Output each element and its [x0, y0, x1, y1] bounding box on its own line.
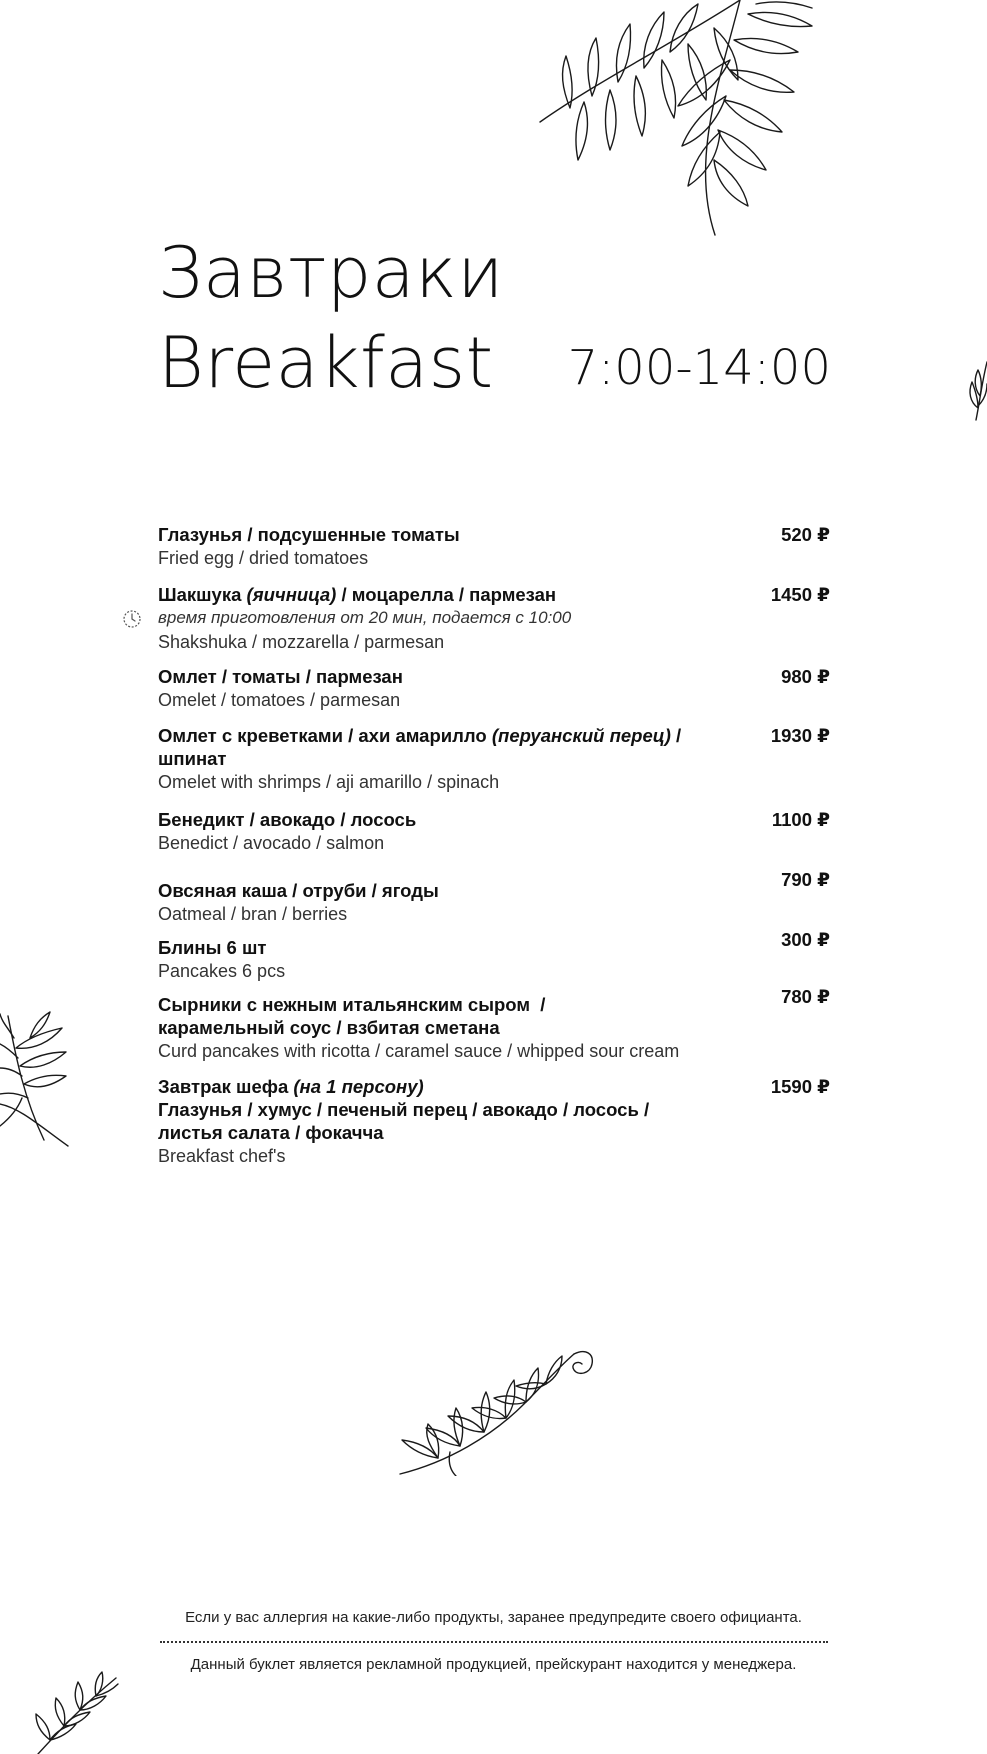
menu-item-note: время приготовления от 20 мин, подается с 10:00: [158, 608, 572, 627]
menu-item-name-italic: (на 1 персону): [293, 1076, 424, 1097]
menu-item-name-en: Pancakes 6 pcs: [158, 961, 286, 981]
allergy-notice: Если у вас аллергия на какие-либо продукты, заранее предупредите своего официанта.: [185, 1609, 802, 1626]
menu-item-name-en: Omelet with shrimps / aji amarillo / spinach: [158, 772, 500, 792]
menu-item-name-en: Omelet / tomatoes / parmesan: [158, 690, 401, 710]
menu-item-name-italic: (яичница): [246, 584, 337, 605]
menu-item-price: 300 ₽: [781, 929, 830, 950]
palm-leaf-top-icon: [530, 0, 830, 240]
menu-item: [158, 583, 830, 655]
menu-item-name: [158, 583, 710, 606]
menu-item-name-part: Завтрак шефа: [158, 1076, 294, 1097]
menu-item: [158, 928, 830, 984]
disclaimer-notice: Данный буклет является рекламной продукцией, прейскурант находится у менеджера.: [190, 1656, 797, 1673]
leaf-branch-center-icon: [398, 1340, 594, 1476]
menu-item-price: 1590 ₽: [770, 1076, 830, 1097]
leaf-sprig-right-icon: [966, 356, 987, 426]
menu-item-name-italic: (перуанский перец): [491, 725, 671, 746]
menu-item-price: 520 ₽: [781, 524, 830, 545]
menu-item-price: 1100 ₽: [771, 809, 830, 830]
menu-item-name-part: / шпинат: [158, 725, 682, 769]
menu-item-name-part: Шакшука: [158, 584, 247, 605]
menu-item: [158, 1075, 830, 1169]
menu-item-name: Бенедикт / авокадо / лосось: [158, 809, 417, 830]
menu-item-price: 1930 ₽: [770, 725, 830, 746]
menu-item-name-en: Breakfast chef's: [158, 1146, 286, 1166]
menu-item: [158, 868, 830, 927]
menu-item: [158, 724, 830, 795]
menu-item: [158, 523, 830, 571]
menu-item-price: 780 ₽: [781, 986, 830, 1007]
menu-item-name-line: Сырники с нежным итальянским сыром /: [158, 994, 546, 1015]
menu-item-name-part: Омлет с креветками / ахи амарилло: [158, 725, 492, 746]
menu-item: [158, 665, 830, 713]
menu-item: [158, 808, 830, 856]
page-title-ru: Завтраки: [158, 232, 504, 314]
menu-item-price: 790 ₽: [781, 869, 830, 890]
menu-item-name: Овсяная каша / отруби / ягоды: [158, 880, 439, 901]
menu-item-name: Омлет / томаты / пармезан: [158, 666, 403, 687]
menu-item-name-line: листья салата / фокачча: [158, 1122, 384, 1143]
menu-item-price: 1450 ₽: [770, 584, 830, 605]
clock-icon: [122, 609, 142, 629]
menu-item-name-en: Oatmeal / bran / berries: [158, 904, 348, 924]
dotted-divider: [160, 1641, 828, 1643]
menu-item-name-part: / моцарелла / пармезан: [336, 584, 557, 605]
menu-item-name-line: карамельный соус / взбитая сметана: [158, 1017, 500, 1038]
menu-item-name: Блины 6 шт: [158, 937, 267, 958]
opening-hours: 7:00-14:00: [567, 340, 831, 396]
menu-item-name-line: Глазунья / хумус / печеный перец / авокадо / лосось /: [158, 1099, 650, 1120]
menu-item-price: 980 ₽: [781, 666, 830, 687]
leaf-branch-left-icon: [0, 1008, 80, 1158]
menu-item-name: [158, 1075, 710, 1098]
menu-item-name: Глазунья / подсушенные томаты: [158, 524, 460, 545]
menu-item-name-en: Fried egg / dried tomatoes: [158, 548, 369, 568]
leaf-sprig-bottom-icon: [30, 1670, 120, 1754]
menu-item: [158, 985, 830, 1064]
menu-item-name-en: Benedict / avocado / salmon: [158, 833, 385, 853]
menu-item-name: [158, 724, 710, 770]
menu-item-name-en: Curd pancakes with ricotta / caramel sauce / whipped sour cream: [158, 1041, 680, 1061]
menu-item-name-en: Shakshuka / mozzarella / parmesan: [158, 632, 445, 652]
page-title-en: Breakfast: [158, 322, 494, 404]
